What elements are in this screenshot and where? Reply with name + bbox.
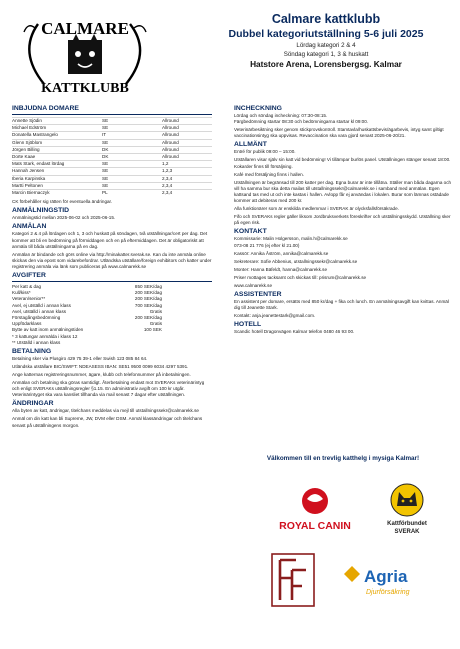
website-link[interactable]: www.calmarekk.se bbox=[234, 282, 273, 288]
judge-categories: Allround bbox=[162, 146, 212, 153]
contact-line: Kommissarie: Malin Holgersson, malin.h@calmarekk.se bbox=[234, 236, 348, 242]
fee-amount: 200 SEK/dag bbox=[134, 296, 162, 302]
contact-heading: KONTAKT bbox=[234, 228, 267, 236]
club-name: Calmare kattklubb bbox=[271, 12, 381, 26]
judges-heading: INBJUDNA DOMARE bbox=[12, 105, 79, 112]
judge-country: SE bbox=[102, 175, 162, 182]
judge-row bbox=[12, 154, 212, 161]
fee-label: Veteran/senior** bbox=[12, 296, 46, 302]
general-text-4: Utställningen är begränsad till 200 katter per dag. Egna burar är inte tillåtna. Ställer man båda dagarna och vill ha samma bur ska detta mailas till utstallningssekr@calmarekk.se i samband med anmälan. Egen kattsand tas med ut och inte kastas i hallen. Avlopp får ej användas i lokalen. Burar som lämnas ostädade kommer att debiteras med 200 kr. bbox=[234, 179, 452, 204]
general-text-6: Fifo och SVERAKs regler gäller liksom Jordbruksverkets föreskrifter och utställningsskydd. Utställning sker på egen risk. bbox=[234, 214, 451, 226]
judge-name: Annette Sjödin bbox=[12, 118, 102, 125]
venue: Hatstore Arena, Lorensbergsg. Kalmar bbox=[250, 59, 402, 69]
svg-text:KATTKLUBB: KATTKLUBB bbox=[41, 81, 129, 96]
judge-country: SE bbox=[102, 118, 162, 125]
fees-heading: AVGIFTER bbox=[12, 271, 46, 279]
judge-country: SE bbox=[102, 168, 162, 175]
judge-row bbox=[12, 175, 212, 182]
fee-amount: 850 SEK/dag bbox=[134, 283, 162, 289]
sverak-logo bbox=[372, 482, 442, 537]
judge-categories: Allround bbox=[162, 132, 212, 139]
svg-text:FIFé: FIFé bbox=[293, 546, 296, 547]
payment-heading: BETALNING bbox=[12, 347, 52, 355]
general-text-2: Utställaren visar själv sin katt vid bedömning! Vi tillämpar burlös panel. Utställningen stänger senast 18:00. Kokarder finns till försäljning. bbox=[234, 157, 451, 169]
welcome-text: Välkommen till en trevlig katthelg i mysiga Kalmar! bbox=[266, 455, 420, 462]
header bbox=[196, 12, 456, 70]
registration-text-2: Anmälan är bindande och görs online via http://minakatter.sverak.se. Kan du inte anmäla online skickas den via epost som vidarebefordrar. Utländska utställare/foreign exhibitors och katter under registrering anmäla via länk som publiceras på www.calmarekk.se bbox=[12, 251, 212, 269]
divider bbox=[12, 114, 212, 115]
judge-country: IT bbox=[102, 132, 162, 139]
judge-name: Iberia Karpinska bbox=[12, 175, 102, 182]
judge-row bbox=[12, 132, 212, 139]
fee-label: Uppfödarklass bbox=[12, 321, 42, 327]
fife-logo bbox=[268, 546, 318, 610]
judge-categories: Allround bbox=[162, 118, 212, 125]
payment-text-2: Utländska utställare BIC/SWIFT: NDEASESS IBAN: SE51 9500 0099 6034 4297 5391. bbox=[12, 363, 189, 369]
fee-label: Förstagångsbedömning bbox=[12, 315, 61, 320]
hotel-heading: HOTELL bbox=[234, 321, 262, 329]
checkin-text-1: Lördag och söndag incheckning: 07:30-08:15. bbox=[234, 113, 328, 118]
changes-text-1: Alla byten av katt, ändringar, titelchans meddelas via mejl till utstallningssekr@calmarekk.se bbox=[12, 408, 199, 414]
fee-label: Bytte av katt inom anmälningstiden bbox=[12, 327, 84, 333]
contact-line: Kassör: Annika Åström, annika@calmarekk.se bbox=[234, 250, 329, 256]
judges-note: CK förbehåller sig rätten för eventuella ändringar. bbox=[12, 199, 113, 205]
payment-text-4: Anmälan och betalning ska göras samtidigt. Återbetalning endast mot SVERAKs veterinärintyg och enligt SVERAKs utställningsregler §1.15. En administrativ avgift om 100 kr utgår. Veterinärintyget ska vara kansliet tillhanda via mail senast 7 dagar efter utställningen. bbox=[12, 380, 205, 398]
payment-text-1: Betalning sker via Plusgiro 429 75 39-1 eller Swish 123 085 84 64. bbox=[12, 355, 148, 361]
judge-row bbox=[12, 190, 212, 197]
judge-country: SE bbox=[102, 161, 162, 168]
assistants-heading: ASSISTENTER bbox=[234, 291, 282, 299]
changes-text-2: Anmäl om din katt kan bli Supreme, JW, DVM eller DSM. Anmäl klassändringar och titelchans senast på utställningens morgon. bbox=[12, 416, 203, 428]
royal-canin-logo bbox=[270, 485, 360, 535]
judge-name: Glenn Sjöblom bbox=[12, 139, 102, 146]
checkin-text-2: Färgbedömning startar 08:30 och bedömningarna startar kl 09:00. bbox=[234, 119, 369, 125]
registration-text-1: Kategori 2 & 4 på lördagen och 1, 3 och huskatt på söndagen, två utställningar/cert per dag. Det kommer att bli en bedömning på förmiddagen och en på eftermiddagen. Det är obligatoriskt att anmäla till båda utställningarna på en dag. bbox=[12, 231, 208, 249]
changes-heading: ÄNDRINGAR bbox=[12, 400, 54, 408]
checkin-text-3: Veterinärbesiktning sker genom stickprovskontroll. Stamtavla/huskattsbevis/ägarbevis, intyg samt giltigt vaccinationsintyg ska uppvisas. Revaccination ska vara gjord senast 2025-06-20/21. bbox=[234, 127, 444, 139]
judge-categories: 1,2 bbox=[162, 161, 212, 168]
registration-heading: ANMÄLAN bbox=[12, 223, 47, 231]
judge-name: Jörgen Billing bbox=[12, 146, 102, 153]
judge-row bbox=[12, 118, 212, 125]
fee-amount: 100 SEK bbox=[143, 327, 162, 333]
judge-row bbox=[12, 139, 212, 146]
saturday-categories: Lördag kategori 2 & 4 bbox=[296, 42, 356, 49]
contact-line: Priser mottages tacksamt och skickas till: prisrum@calmarekk.se bbox=[234, 274, 367, 280]
fee-amount: Gratis bbox=[149, 308, 162, 314]
svg-text:ROYAL CANIN: ROYAL CANIN bbox=[279, 520, 351, 532]
judge-country: DK bbox=[102, 146, 162, 153]
svg-text:Djurförsäkring: Djurförsäkring bbox=[366, 589, 410, 596]
right-column bbox=[234, 103, 452, 337]
judge-categories: Allround bbox=[162, 125, 212, 132]
fee-amount: Gratis bbox=[149, 321, 162, 327]
fee-label: Avel, utställd i annan klass bbox=[12, 308, 67, 314]
fees-note-1: * 3 kattungar anmälda i klass 12 bbox=[12, 333, 78, 339]
assistants-text-2: Kontakt: anja.jeanettestark@gmail.com. bbox=[234, 313, 316, 319]
svg-text:CALMARE: CALMARE bbox=[41, 19, 129, 38]
judge-row bbox=[12, 125, 212, 132]
judge-row bbox=[12, 168, 212, 175]
contact-line: Sekreterare: Sofie Abbenius, utstallningssekr@calmarekk.se bbox=[234, 258, 358, 264]
fees-note-2: ** Utställd i annan klass bbox=[12, 339, 61, 345]
contact-line: Monter: Hanna Bäfeldt, hanna@calmarekk.se bbox=[234, 266, 328, 272]
divider bbox=[12, 281, 212, 282]
judge-categories: 2,3,4 bbox=[162, 175, 212, 182]
judges-table bbox=[12, 117, 212, 196]
general-text-1: Entré för publik 09:00 – 15:00. bbox=[234, 149, 296, 155]
judge-categories: Allround bbox=[162, 139, 212, 146]
checkin-heading: INCHECKNING bbox=[234, 105, 282, 112]
payment-text-3: Ange katternas registreringsnummer, ägare, klubb och telefonnummer på inbetalningen. bbox=[12, 371, 191, 377]
club-logo bbox=[10, 12, 160, 102]
svg-text:Kattförbundet: Kattförbundet bbox=[387, 521, 427, 527]
fee-label: Avel, ej utställd i annan klass bbox=[12, 302, 71, 308]
judge-row bbox=[12, 161, 212, 168]
judge-country: SE bbox=[102, 125, 162, 132]
general-heading: ALLMÄNT bbox=[234, 141, 267, 149]
fee-label: Kull/kiss* bbox=[12, 290, 31, 296]
deadline-heading: ANMÄLNINGSTID bbox=[12, 207, 70, 215]
fees-table bbox=[12, 284, 162, 334]
judge-name: Dorte Kaae bbox=[12, 154, 102, 161]
judge-name: Hannah Jensen bbox=[12, 168, 102, 175]
contact-line: 073-08 21 776 (ej efter kl 21.00) bbox=[234, 242, 300, 248]
judge-name: Mats Stark, endast lördag bbox=[12, 161, 102, 168]
judge-name: Marcin Biernaczyk bbox=[12, 190, 102, 197]
svg-text:Agria: Agria bbox=[364, 567, 408, 586]
fee-amount: 200 SEK/dag bbox=[134, 290, 162, 296]
judge-name: Michael Edström bbox=[12, 125, 102, 132]
judge-name: Martti Peltonen bbox=[12, 182, 102, 189]
judge-country: SE bbox=[102, 182, 162, 189]
left-column bbox=[12, 103, 212, 431]
judge-categories: 2,3,4 bbox=[162, 182, 212, 189]
agria-logo bbox=[338, 560, 448, 610]
judge-country: PL bbox=[102, 190, 162, 197]
judge-categories: 2,3,4 bbox=[162, 190, 212, 197]
general-text-5: Alla funktionärer som är enskilda medlemmar i SVERAK är olycksfallsförsäkrade. bbox=[234, 206, 399, 212]
fee-amount: 200 SEK/dag bbox=[134, 315, 162, 320]
judge-name: Donatella Mastrangelo bbox=[12, 132, 102, 139]
judge-country: DK bbox=[102, 154, 162, 161]
fee-amount: 700 SEK/dag bbox=[134, 302, 162, 308]
judge-row bbox=[12, 146, 212, 153]
deadline-text: Anmälningstid mellan 2025-06-02 och 2025-06-15. bbox=[12, 215, 116, 221]
fee-label: Per katt & dag bbox=[12, 283, 42, 289]
general-text-3: Kafé med försäljning finns i hallen. bbox=[234, 171, 304, 177]
sunday-categories: Söndag kategori 1, 3 & huskatt bbox=[283, 51, 369, 58]
event-title: Dubbel kategoriutställning 5-6 juli 2025 bbox=[228, 28, 424, 40]
judge-categories: 1,2,3 bbox=[162, 168, 212, 175]
judge-country: SE bbox=[102, 139, 162, 146]
assistants-text-1: En assistent per domare, ersätts med 850 kr/dag + fika och lunch. En anmälningsavgift kan kvittas. Anmäl dig till Jeanette Stark. bbox=[234, 299, 449, 311]
judge-categories: Allround bbox=[162, 154, 212, 161]
svg-text:SVERAK: SVERAK bbox=[394, 529, 420, 535]
hotel-text: Scandic hotell Dragonvägen Kalmar telefon 0480 46 93 00. bbox=[234, 329, 355, 335]
judge-row bbox=[12, 182, 212, 189]
